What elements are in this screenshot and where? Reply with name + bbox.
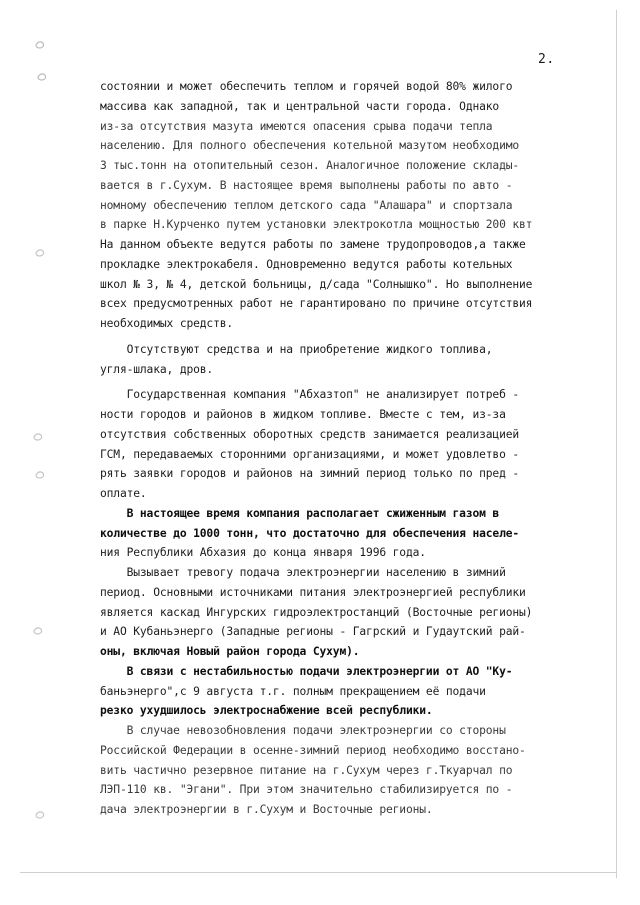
page-number: 2.	[538, 52, 555, 67]
text-line: количестве до 1000 тонн, что достаточно для обеспечения населе-	[100, 526, 520, 540]
binder-hole-mark	[34, 470, 46, 480]
page-bottom-edge	[20, 872, 616, 873]
text-line: школ № 3, № 4, детской больницы, д/сада "Солнышко". Но выполнение	[100, 277, 533, 291]
text-line: оплате.	[100, 487, 147, 500]
binder-hole-mark	[36, 72, 48, 82]
text-line: На данном объекте ведутся работы по замене трудопроводов,а также	[100, 238, 526, 251]
text-line: состоянии и может обеспечить теплом и горячей водой 80% жилого	[100, 80, 513, 93]
text-line: ния Республики Абхазия до конца января 1996 года.	[100, 546, 426, 560]
text-line: Государственная компания "Абхазтоп" не анализирует потреб -	[100, 388, 520, 402]
text-line: вается в г.Сухум. В настоящее время выполнены работы по авто -	[100, 178, 513, 192]
text-line: Отсутствуют средства и на приобретение жидкого топлива,	[100, 342, 493, 356]
text-line: баньэнерго",с 9 августа т.г. полным прекращением её подачи	[100, 684, 486, 698]
text-line: является каскад Ингурских гидроэлектростанций (Восточные регионы)	[100, 605, 533, 619]
text-line: дача электроэнергии в г.Сухум и Восточные регионы.	[100, 803, 433, 816]
text-line: ЛЭП-110 кв. "Эгани". При этом значительно стабилизируется по -	[100, 783, 513, 797]
text-line: из-за отсутствия мазута имеются опасения срыва подачи тепла	[100, 119, 493, 133]
text-line: населению. Для полного обеспечения котельной мазутом необходимо	[100, 139, 520, 153]
document-body	[100, 77, 600, 820]
text-line: В связи с нестабильностью подачи электроэнергии от АО "Ку-	[100, 664, 513, 678]
text-line: ГСМ, передаваемых сторонними организациями, и может удовлетво -	[100, 447, 520, 461]
text-line: В случае невозобновления подачи электроэнергии со стороны	[100, 724, 506, 737]
text-line: В настоящее время компания располагает сжиженным газом в	[100, 506, 500, 520]
binder-hole-mark	[34, 40, 46, 50]
binder-hole-mark	[32, 432, 44, 442]
text-line: ности городов и районов в жидком топливе. Вместе с тем, из-за	[100, 408, 506, 421]
binder-hole-mark	[34, 810, 46, 820]
binder-hole-mark	[34, 248, 46, 258]
text-line: Вызывает тревогу подача электроэнергии населению в зимний	[100, 566, 506, 579]
text-line: прокладке электрокабеля. Одновременно ведутся работы котельных	[100, 257, 513, 271]
text-line: вить частично резервное питание на г.Сухум через г.Ткуарчал по	[100, 763, 513, 777]
text-line: номному обеспечению теплом детского сада "Алашара" и спортзала	[100, 198, 513, 212]
text-line: необходимых средств.	[100, 317, 234, 330]
text-line: в парке Н.Курченко путем установки электрокотла мощностью 200 квт	[100, 218, 533, 232]
text-line: и АО Кубаньэнерго (Западные регионы - Гагрский и Гудаутский рай-	[100, 625, 526, 639]
text-line: угля-шлака, дров.	[100, 362, 214, 376]
text-line: массива как западной, так и центральной части города. Однако	[100, 99, 500, 113]
text-line: всех предусмотренных работ не гарантировано по причине отсутствия	[100, 297, 533, 311]
text-line: рять заявки городов и районов на зимний период только по пред -	[100, 467, 520, 481]
text-line: 3 тыс.тонн на отопительный сезон. Аналогичное положение склады-	[100, 159, 520, 172]
binder-hole-mark	[32, 626, 44, 636]
text-line: период. Основными источниками питания электроэнергией республики	[100, 585, 526, 599]
text-line: резко ухудшилось электроснабжение всей республики.	[100, 704, 433, 718]
text-line: Российской Федерации в осенне-зимний период необходимо восстано-	[100, 743, 526, 757]
text-line: отсутствия собственных оборотных средств занимается реализацией	[100, 427, 520, 441]
text-line: оны, включая Новый район города Сухум).	[100, 645, 360, 658]
